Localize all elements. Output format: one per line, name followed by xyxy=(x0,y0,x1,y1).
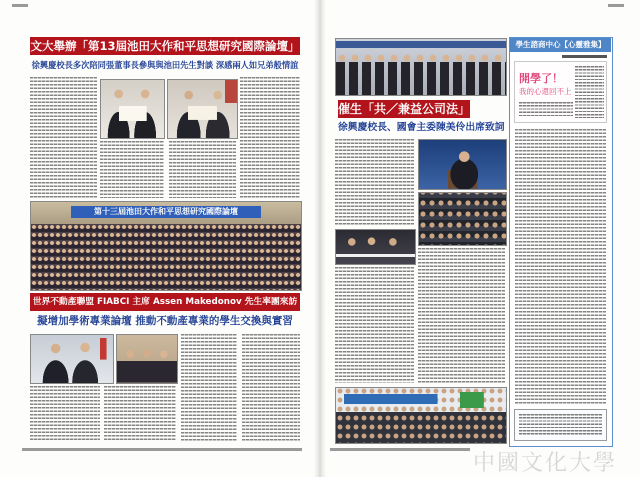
headline-fiabci-visit: 世界不動產聯盟 FIABCI 主席 Assen Makedonov 先生率團來訪 xyxy=(30,293,300,311)
photo-speaker-podium xyxy=(418,139,507,190)
photo-panel xyxy=(335,229,416,265)
article-body-text xyxy=(335,139,414,225)
photo-certificate-exchange xyxy=(167,79,238,139)
page-fold xyxy=(314,0,326,477)
right-footer-note xyxy=(330,448,470,451)
photo-crowd xyxy=(31,224,301,290)
article-body-text xyxy=(104,386,176,442)
column-contact-box xyxy=(514,409,607,441)
article-body-text xyxy=(240,77,300,198)
photo-meeting xyxy=(116,334,178,384)
forum-banner-in-photo: 第十三屆池田大作和平思想研究國際論壇 xyxy=(71,206,261,218)
column-contact-text xyxy=(519,414,602,436)
article-body-text xyxy=(30,386,100,442)
subheadline-fiabci-visit: 擬增加學術專業論壇 推動不動產專業的學生交換與實習 xyxy=(37,315,293,327)
photo-handshake xyxy=(30,334,114,384)
column-header: 學生諮商中心【心靈雅集】 xyxy=(510,38,611,52)
column-title-card xyxy=(514,61,607,123)
column-intro-text xyxy=(575,66,604,118)
right-page-number xyxy=(608,4,624,7)
headline-benefit-company-act: 催生「共／兼益公司法」 xyxy=(338,102,470,116)
article-body-text xyxy=(418,248,505,383)
subheadline-ikeda-forum: 徐興慶校長多次陪同張董事長參與與池田先生對談 深感兩人如兄弟般情誼 xyxy=(31,60,299,70)
column-title: 開學了！ xyxy=(519,72,563,85)
headline-ikeda-forum: 文大舉辦「第13屆池田大作和平思想研究國際論壇」 xyxy=(30,39,300,53)
column-author xyxy=(562,55,607,58)
article-body-text xyxy=(169,141,236,198)
left-footer-note xyxy=(22,448,302,451)
photo-guests-group xyxy=(335,38,507,96)
article-body-text xyxy=(100,141,164,198)
article-body-text xyxy=(30,77,97,198)
photo-certificate-presentation xyxy=(100,79,165,139)
counseling-column xyxy=(509,37,613,447)
left-page-number xyxy=(12,4,28,7)
column-intro-text xyxy=(519,102,573,118)
photo-conference-hall xyxy=(335,387,507,444)
photo-audience xyxy=(418,192,507,246)
article-body-text xyxy=(181,334,237,442)
subheadline-benefit-company-act: 徐興慶校長、國會主委陳美伶出席致詞 xyxy=(338,122,505,133)
watermark: 中國文化大學 xyxy=(472,451,617,476)
column-subtitle: 我的心還回不上 xyxy=(519,87,572,96)
column-body-text xyxy=(515,129,606,405)
photo-forum-group xyxy=(30,201,302,291)
article-body-text xyxy=(335,267,414,383)
article-body-text xyxy=(242,334,300,442)
